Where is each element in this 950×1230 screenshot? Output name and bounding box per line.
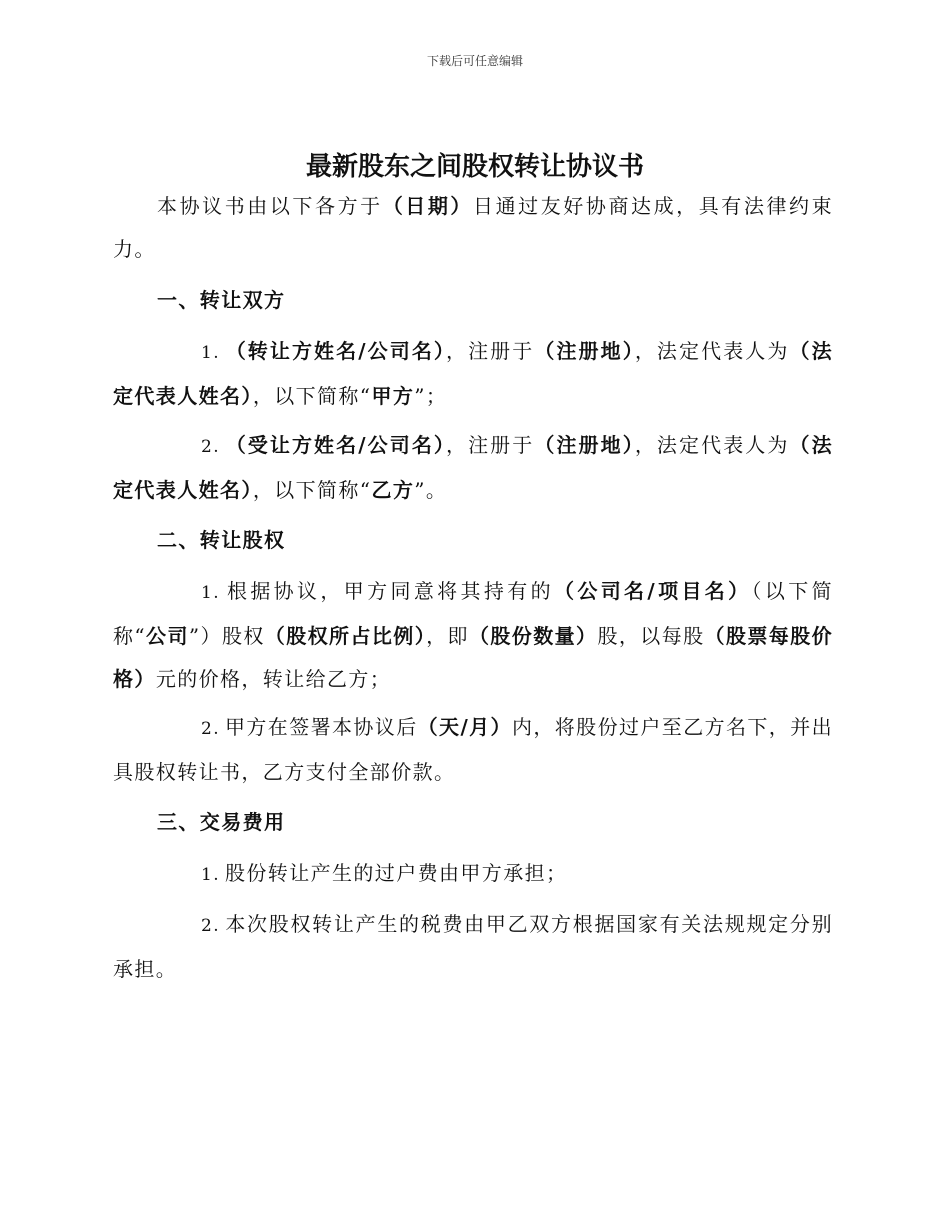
item-text: ，注册于 [446,433,535,457]
item-text: ，即 [426,624,469,648]
section-1-item-2-text [113,424,833,512]
item-number: 1. [201,583,221,603]
item-text: ，注册于 [446,339,535,363]
intro-text: 本协议书由以下各方于 [157,194,383,218]
section-1-item-1 [113,330,833,418]
section-1 [113,279,833,322]
section-3 [113,801,833,844]
period-placeholder: （天/月） [417,715,512,739]
item-number: 2. [201,437,221,457]
item-number: 1. [201,865,221,885]
item-text: ，以下简称“ [252,478,372,502]
page-header: 下载后可任意编辑 [426,54,523,68]
item-text: 根据协议，甲方同意将其持有的 [225,579,554,603]
registration-place-placeholder: （注册地） [534,433,635,457]
item-text: 元的价格，转让给乙方； [155,667,392,691]
section-2-item-1 [113,570,833,701]
item-text: 股，以每股 [597,624,705,648]
item-text: ”）股权 [188,624,265,648]
section-1-heading: 一、转让双方 [157,288,286,312]
section-3-item-1 [113,852,833,897]
intro-text-cont: 日通过友好协商达成，具有法律约束力。 [113,194,833,261]
share-quantity-placeholder: （股份数量） [468,624,598,648]
item-text: ”。 [414,478,448,502]
party-b-label: 乙方 [371,478,415,502]
item-number: 2. [201,916,221,936]
legal-rep-placeholder: （法定代表人姓名） [113,433,833,502]
item-text: 内，将股份过户至乙方名下，并出具股权转让书，乙方支付全部价款。 [113,715,834,784]
document-body [113,185,833,271]
section-3-heading: 三、交易费用 [157,810,286,834]
section-2-heading: 二、转让股权 [157,528,286,552]
document-title: 最新股东之间股权转让协议书 [305,152,644,182]
item-number: 1. [201,343,221,363]
section-3-item-2-text [113,903,833,991]
item-number: 2. [201,719,221,739]
section-3-item-1-text [113,852,833,897]
transferee-name-placeholder: （受让方姓名/公司名） [225,433,446,457]
intro-paragraph [113,185,833,271]
section-1-item-1-text [113,330,833,418]
item-text: ”； [414,384,448,408]
item-text: （以下简称“ [113,579,833,648]
section-2-item-2 [113,706,833,794]
registration-place-placeholder: （注册地） [534,339,635,363]
company-name-placeholder: （公司名/项目名） [553,579,752,603]
item-text: ，以下简称“ [252,384,372,408]
date-placeholder: （日期） [382,194,474,218]
item-text: 甲方在签署本协议后 [225,715,418,739]
section-1-item-2 [113,424,833,512]
equity-ratio-placeholder: （股权所占比例） [264,624,427,648]
section-2 [113,519,833,562]
item-text: 本次股权转让产生的税费由甲乙双方根据国家有关法规规定分别承担。 [113,912,833,981]
item-text: ，法定代表人为 [634,339,790,363]
item-text: 股份转让产生的过户费由甲方承担； [225,861,568,885]
party-a-label: 甲方 [371,384,415,408]
section-2-item-1-text [113,570,833,701]
share-price-placeholder: （股票每股价格） [113,624,834,691]
item-text: ，法定代表人为 [634,433,790,457]
transferor-name-placeholder: （转让方姓名/公司名） [225,339,446,363]
legal-rep-placeholder: （法定代表人姓名） [113,339,833,408]
section-2-item-2-text [113,706,833,794]
company-label: 公司 [146,624,189,648]
section-3-item-2 [113,903,833,991]
